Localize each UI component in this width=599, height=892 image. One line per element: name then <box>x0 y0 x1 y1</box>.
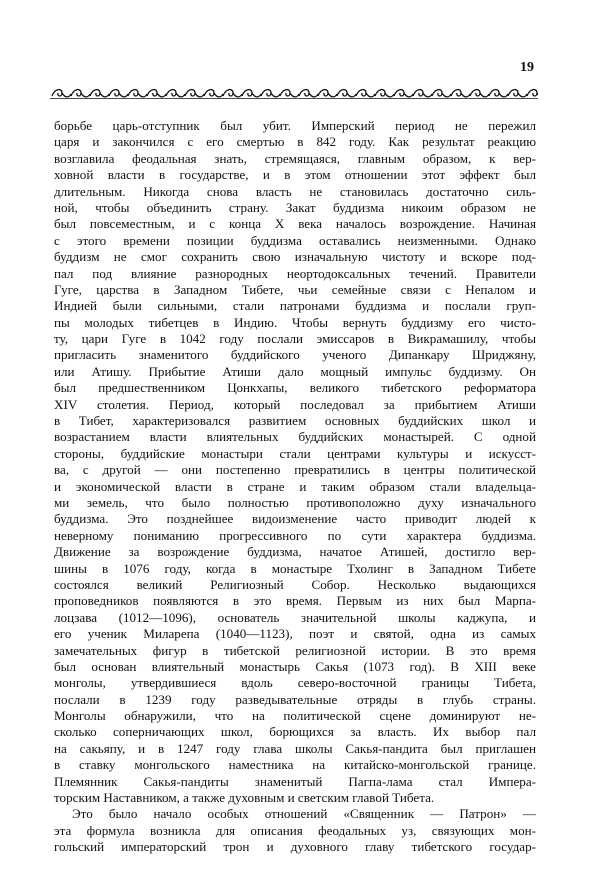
text-line: Индией были сильными, стали патронами буддизма и послали груп- <box>54 298 536 314</box>
text-line: пы молодых тибетцев в Индию. Чтобы вернуть буддизму его чисто- <box>54 314 536 330</box>
body-text <box>54 118 536 856</box>
text-line: был повсеместным, и с конца X века началось возрождение. Начиная <box>54 216 536 232</box>
text-line: замечательных фигур в тибетской религиозной истории. В это время <box>54 642 536 658</box>
text-line: буддизма. Это позднейшее видоизменение часто приводит людей к <box>54 511 536 527</box>
text-line: Движение за возрождение буддизма, начатое Атишей, достигло вер- <box>54 544 536 560</box>
text-line: с этого времени позиции буддизма оставались неизменными. Однако <box>54 232 536 248</box>
text-line: состоялся великий Религиозный Собор. Несколько выдающихся <box>54 576 536 592</box>
text-line: гольский императорский трон и духовного главу тибетского государ- <box>54 839 536 855</box>
text-line: возрастанием власти влиятельных буддийских монастырей. С одной <box>54 429 536 445</box>
text-line: проповедников появляются в это время. Первым из них был Марпа- <box>54 593 536 609</box>
text-line: его ученик Миларепа (1040—1123), поэт и святой, одна из самых <box>54 626 536 642</box>
text-line: возглавила феодальная знать, стремящаяся, главным образом, к вер- <box>54 150 536 166</box>
page-number: 19 <box>520 60 534 75</box>
text-line: или Атишу. Прибытие Атиши дало мощный импульс буддизму. Он <box>54 363 536 379</box>
text-line: был предшественником Цонкхапы, великого тибетского реформатора <box>54 380 536 396</box>
text-line: пригласить знаменитого буддийского ученого Дипанкару Шриджяну, <box>54 347 536 363</box>
text-line: длительным. Никогда снова власть не становилась достаточно силь- <box>54 183 536 199</box>
text-line: ми земель, что было полностью противоположно духу изначального <box>54 494 536 510</box>
text-line: сколько соперничающих школ, борющихся за власть. Их выбор пал <box>54 724 536 740</box>
text-line: ной, чтобы объединить страну. Закат буддизма никоим образом не <box>54 199 536 215</box>
text-line: ховной власти в государстве, и в этом отношении этот эффект был <box>54 167 536 183</box>
text-line: ту, цари Гуге в 1042 году послали эмиссаров в Викрамашилу, чтобы <box>54 331 536 347</box>
text-line: Монголы обнаружили, что на политической сцене доминируют не- <box>54 708 536 724</box>
text-line: царя и закончился с его смертью в 842 году. Как результат реакцию <box>54 134 536 150</box>
text-line: в Тибет, характеризовался развитием основных буддийских школ и <box>54 413 536 429</box>
text-line: лоцзава (1012—1096), основатель значительной школы каджупа, и <box>54 609 536 625</box>
text-line: неверному пониманию прогрессивного по сути характера буддизма. <box>54 527 536 543</box>
text-line: Это было начало особых отношений «Священник — Патрон» — <box>72 806 536 822</box>
text-line: XIV столетия. Период, который последовал за прибытием Атиши <box>54 396 536 412</box>
ornamental-divider <box>50 86 538 100</box>
text-line: стороны, буддийские монастыри стали центрами культуры и искусст- <box>54 445 536 461</box>
text-line: пал под влияние разнородных неортодоксальных течений. Правители <box>54 265 536 281</box>
text-line: в ставку монгольского наместника на китайско-монгольской границе. <box>54 757 536 773</box>
text-line: был основан влиятельный монастырь Сакья (1073 год). В XIII веке <box>54 658 536 674</box>
text-line: борьбе царь-отступник был убит. Имперский период не пережил <box>54 118 536 133</box>
text-line: шины в 1076 году, когда в монастыре Тхолинг в Западном Тибете <box>54 560 536 576</box>
text-line: Гуге, царства в Западном Тибете, чьи семейные связи с Непалом и <box>54 281 536 297</box>
text-line: монголы, утвердившиеся вдоль северо-восточной границы Тибета, <box>54 675 536 691</box>
text-line: буддизм не смог сохранить свою изначальную чистоту и вскоре под- <box>54 249 536 265</box>
ornament-scroll <box>52 90 538 97</box>
text-line: Племянник Сакья-пандиты знаменитый Пагпа-лама стал Импера- <box>54 773 536 789</box>
text-line: ва, с другой — они постепенно превратились в центры политической <box>54 462 536 478</box>
text-line: на сакьяпу, и в 1247 году глава школы Сакья-пандита был приглашен <box>54 740 536 756</box>
text-line: эта формула возникла для описания феодальных уз, связующих мон- <box>54 822 536 838</box>
text-line: торским Наставником, а также духовным и светским главой Тибета. <box>54 790 435 806</box>
text-line: послали в 1239 году разведывательные отряды в глубь страны. <box>54 691 536 707</box>
text-line: и экономической власти в стране и таким образом стали владельца- <box>54 478 536 494</box>
